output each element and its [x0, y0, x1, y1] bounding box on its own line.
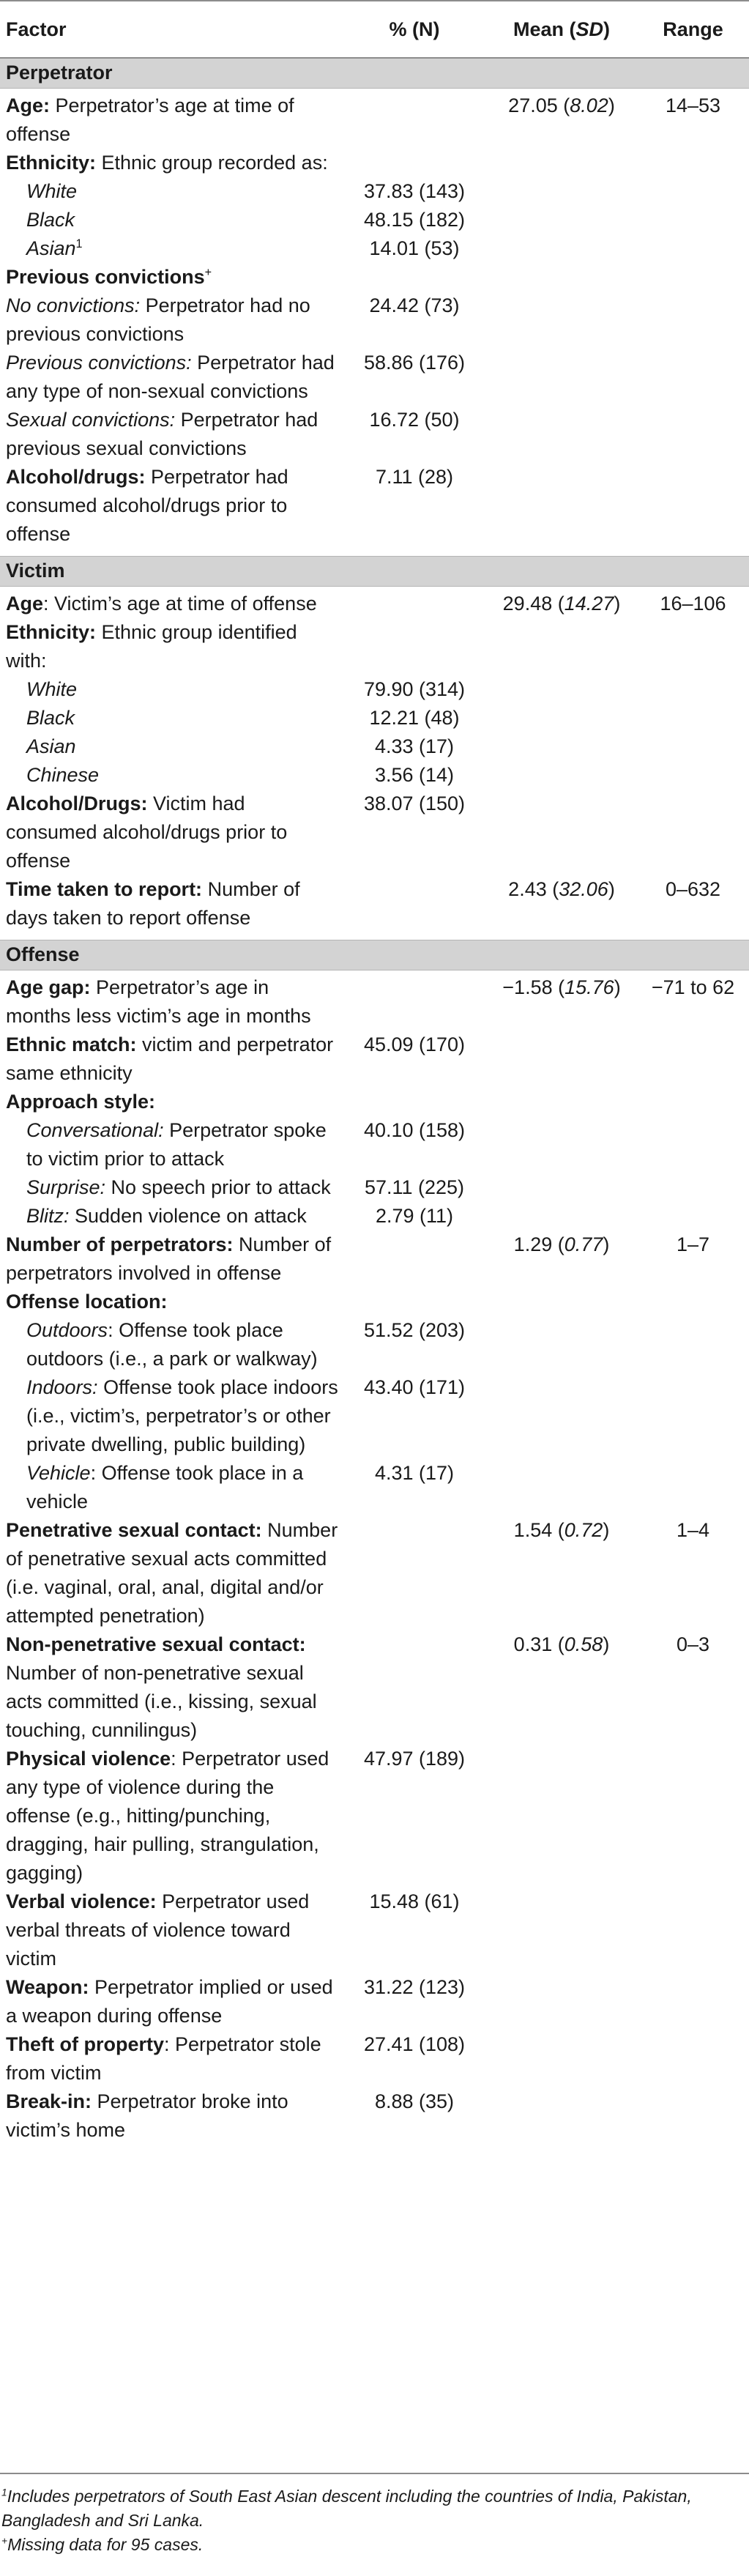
footnote-1	[1, 2484, 741, 2533]
sd-paren-close: )	[608, 878, 615, 900]
header-mean-suffix: )	[603, 18, 611, 40]
section-title: Perpetrator	[0, 58, 749, 89]
factor-cell	[0, 1745, 343, 1888]
factor-cell	[0, 1088, 343, 1116]
footnote-mark: 1	[75, 237, 83, 250]
percent-cell: 2.79 (11)	[375, 1205, 454, 1227]
percent-cell	[343, 149, 486, 177]
factor-description: Offense took place indoors (i.e., victim’s, perpetrator’s or other private dwelling, public building)	[26, 1376, 338, 1455]
sd-paren-open: (	[557, 1633, 564, 1655]
mean-value: −1.58	[502, 976, 553, 998]
factor-description: Victim had consumed alcohol/drugs prior to offense	[6, 793, 288, 872]
mean-cell	[486, 1316, 637, 1373]
factor-description: Perpetrator had previous sexual convictions	[6, 409, 318, 459]
factor-label: Weapon:	[6, 1976, 89, 1998]
factor-label: Non-penetrative sexual contact:	[6, 1633, 306, 1655]
range-cell: 16–106	[660, 593, 726, 615]
table-row	[0, 89, 749, 149]
table-row	[0, 587, 749, 619]
table-row	[0, 292, 749, 349]
factor-description: Number of days taken to report offense	[6, 878, 300, 929]
factor-description: : Offense took place in a vehicle	[26, 1462, 304, 1512]
footnote-2-text: Missing data for 95 cases.	[7, 2535, 204, 2554]
percent-cell: 31.22 (123)	[363, 1976, 466, 1998]
footnote-2-mark: +	[1, 2535, 8, 2547]
range-cell	[637, 1202, 749, 1231]
range-cell	[637, 2030, 749, 2087]
percent-cell: 24.42 (73)	[369, 294, 460, 316]
sd-paren-open: (	[563, 94, 570, 116]
factor-cell	[0, 149, 343, 177]
header-range: Range	[637, 1, 749, 58]
factor-description: Sudden violence on attack	[69, 1205, 307, 1227]
factor-cell	[0, 206, 343, 234]
table-row	[0, 1088, 749, 1116]
sd-paren-close: )	[603, 1519, 610, 1541]
percent-cell: 45.09 (170)	[363, 1033, 466, 1055]
percent-cell: 51.52 (203)	[363, 1319, 466, 1341]
factor-sublabel: Indoors:	[26, 1376, 98, 1398]
factor-cell	[0, 1516, 343, 1630]
sd-value: 8.02	[570, 94, 608, 116]
table-row	[0, 1630, 749, 1745]
range-cell	[637, 463, 749, 557]
factor-cell	[0, 1202, 343, 1231]
sd-paren-open: (	[558, 976, 565, 998]
factor-label: Age:	[6, 94, 50, 116]
percent-cell	[343, 875, 486, 940]
factor-description: Perpetrator’s age in months less victim’s age in months	[6, 976, 311, 1027]
factor-label: Alcohol/drugs:	[6, 466, 146, 488]
factor-label: Break-in:	[6, 2090, 92, 2112]
range-cell: −71 to 62	[651, 976, 735, 998]
sd-value: 0.58	[564, 1633, 603, 1655]
table-row	[0, 1288, 749, 1316]
mean-cell	[486, 587, 637, 619]
table-row	[0, 732, 749, 761]
mean-cell	[486, 790, 637, 875]
header-mean	[486, 1, 637, 58]
table-row	[0, 970, 749, 1031]
range-cell	[637, 1288, 749, 1316]
table-row	[0, 206, 749, 234]
table-row	[0, 1373, 749, 1459]
table-row	[0, 234, 749, 263]
percent-cell: 43.40 (171)	[363, 1376, 466, 1398]
mean-cell	[486, 1373, 637, 1459]
mean-value: 1.54	[513, 1519, 553, 1541]
factor-label: Offense location:	[6, 1291, 168, 1313]
mean-cell	[486, 263, 637, 292]
factor-label: Age gap:	[6, 976, 91, 998]
footnote-2	[1, 2533, 741, 2557]
factor-label: Theft of property	[6, 2033, 164, 2055]
range-cell	[637, 1459, 749, 1516]
table-bottom-rule	[0, 2473, 749, 2474]
sd-paren-open: (	[557, 593, 564, 615]
factor-cell	[0, 463, 343, 557]
mean-cell	[486, 1116, 637, 1173]
table-footnotes	[0, 2484, 741, 2557]
factor-label: Ethnic match:	[6, 1033, 137, 1055]
sd-value: 0.72	[564, 1519, 603, 1541]
mean-cell	[486, 761, 637, 790]
percent-cell	[343, 587, 486, 619]
mean-value: 1.29	[513, 1233, 553, 1255]
factor-label: Penetrative sexual contact:	[6, 1519, 262, 1541]
factor-cell	[0, 790, 343, 875]
sd-paren-open: (	[552, 878, 559, 900]
range-cell	[637, 732, 749, 761]
header-factor: Factor	[0, 1, 343, 58]
factor-description: Number of non-penetrative sexual acts committed (i.e., kissing, sexual touching, cunnilingus)	[6, 1662, 317, 1741]
factor-label: Ethnicity:	[6, 621, 97, 643]
header-mean-sd: SD	[575, 18, 604, 40]
factor-sublabel: Black	[26, 209, 75, 231]
mean-cell	[486, 1630, 637, 1745]
factor-description: Perpetrator had no previous convictions	[6, 294, 310, 345]
table-row	[0, 349, 749, 406]
range-cell	[637, 1088, 749, 1116]
factor-cell	[0, 1630, 343, 1745]
mean-cell	[486, 349, 637, 406]
percent-cell	[343, 1231, 486, 1288]
percent-cell: 14.01 (53)	[369, 237, 460, 259]
range-cell	[637, 149, 749, 177]
table-row	[0, 675, 749, 704]
factor-cell	[0, 2087, 343, 2152]
table-row	[0, 263, 749, 292]
range-cell	[637, 2087, 749, 2152]
percent-cell: 4.33 (17)	[374, 735, 455, 757]
table-row	[0, 1173, 749, 1202]
percent-cell	[343, 1088, 486, 1116]
percent-cell: 79.90 (314)	[363, 678, 466, 700]
mean-cell	[486, 1088, 637, 1116]
table-row	[0, 875, 749, 940]
range-cell	[637, 263, 749, 292]
factor-sublabel: Asian	[26, 735, 76, 757]
range-cell	[637, 406, 749, 463]
factor-label: Sexual convictions:	[6, 409, 176, 431]
mean-cell	[486, 206, 637, 234]
table-row	[0, 406, 749, 463]
range-cell: 0–3	[676, 1633, 710, 1655]
section-title: Victim	[0, 557, 749, 587]
sd-paren-close: )	[603, 1633, 610, 1655]
percent-cell: 38.07 (150)	[363, 793, 466, 814]
range-cell	[637, 1745, 749, 1888]
mean-cell	[486, 149, 637, 177]
percent-cell: 47.97 (189)	[363, 1748, 466, 1770]
mean-cell	[486, 970, 637, 1031]
sd-value: 0.77	[564, 1233, 603, 1255]
factor-sublabel: Black	[26, 707, 75, 729]
factor-label: Age	[6, 593, 44, 615]
factor-description: : Perpetrator stole from victim	[6, 2033, 321, 2084]
factor-cell	[0, 2030, 343, 2087]
percent-cell: 7.11 (28)	[375, 466, 454, 488]
factor-sublabel: Vehicle	[26, 1462, 91, 1484]
percent-cell: 12.21 (48)	[369, 707, 460, 729]
range-cell	[637, 234, 749, 263]
mean-cell	[486, 292, 637, 349]
factor-cell	[0, 349, 343, 406]
factor-cell	[0, 292, 343, 349]
mean-cell	[486, 2030, 637, 2087]
factor-cell	[0, 587, 343, 619]
factor-cell	[0, 234, 343, 263]
table-row	[0, 704, 749, 732]
sd-value: 32.06	[559, 878, 608, 900]
percent-cell	[343, 89, 486, 149]
factor-cell	[0, 1459, 343, 1516]
factor-sublabel: White	[26, 180, 78, 202]
mean-value: 2.43	[508, 878, 547, 900]
percent-cell: 16.72 (50)	[369, 409, 460, 431]
sd-paren-open: (	[557, 1519, 564, 1541]
percent-cell: 48.15 (182)	[363, 209, 466, 231]
table-row	[0, 1973, 749, 2030]
factor-cell	[0, 1316, 343, 1373]
factor-cell	[0, 618, 343, 675]
factor-description: Perpetrator broke into victim’s home	[6, 2090, 288, 2141]
range-cell	[637, 177, 749, 206]
footnote-1-text: Includes perpetrators of South East Asian descent including the countries of India, Pakistan, Bangladesh and Sri Lanka.	[1, 2487, 692, 2530]
mean-cell	[486, 89, 637, 149]
table-row	[0, 1031, 749, 1088]
range-cell	[637, 1973, 749, 2030]
factor-sublabel: Asian	[26, 237, 76, 259]
factor-label: Previous convictions	[6, 266, 205, 288]
mean-cell	[486, 1973, 637, 2030]
factor-description: Number of penetrative sexual acts committed (i.e. vaginal, oral, anal, digital and/or attempted penetration)	[6, 1519, 338, 1627]
mean-cell	[486, 1888, 637, 1973]
range-cell	[637, 1173, 749, 1202]
factor-cell	[0, 875, 343, 940]
percent-cell: 37.83 (143)	[363, 180, 466, 202]
range-cell: 0–632	[665, 878, 721, 900]
factor-label: Number of perpetrators:	[6, 1233, 234, 1255]
factor-description: No speech prior to attack	[105, 1176, 331, 1198]
footnote-mark: +	[204, 266, 212, 279]
percent-cell	[343, 1630, 486, 1745]
factor-description: : Offense took place outdoors (i.e., a park or walkway)	[26, 1319, 318, 1370]
factor-description: Ethnic group recorded as:	[96, 152, 328, 174]
mean-cell	[486, 875, 637, 940]
mean-cell	[486, 463, 637, 557]
factor-description: : Perpetrator used any type of violence during the offense (e.g., hitting/punching, dragging, hair pulling, strangulation, gagging)	[6, 1748, 329, 1884]
mean-cell	[486, 234, 637, 263]
factor-label: Time taken to report:	[6, 878, 203, 900]
range-cell: 1–4	[676, 1519, 710, 1541]
factor-label: Approach style:	[6, 1091, 156, 1113]
sd-value: 14.27	[564, 593, 614, 615]
percent-cell: 57.11 (225)	[364, 1176, 465, 1198]
mean-cell	[486, 1231, 637, 1288]
mean-cell	[486, 1516, 637, 1630]
factor-cell	[0, 263, 343, 292]
factor-cell	[0, 89, 343, 149]
table-row	[0, 790, 749, 875]
percent-cell	[343, 1288, 486, 1316]
factor-sublabel: Surprise:	[26, 1176, 106, 1198]
table-row	[0, 177, 749, 206]
percent-cell	[343, 618, 486, 675]
footnote-1-mark: 1	[1, 2487, 7, 2498]
section-title: Offense	[0, 940, 749, 970]
table-row	[0, 463, 749, 557]
percent-cell	[343, 263, 486, 292]
percent-cell: 15.48 (61)	[369, 1890, 460, 1912]
factor-sublabel: Outdoors	[26, 1319, 108, 1341]
mean-cell	[486, 406, 637, 463]
factor-label: Verbal violence:	[6, 1890, 157, 1912]
factor-cell	[0, 1173, 343, 1202]
mean-cell	[486, 732, 637, 761]
factor-cell	[0, 1116, 343, 1173]
factor-cell	[0, 704, 343, 732]
range-cell	[637, 292, 749, 349]
section-row	[0, 940, 749, 970]
table-row	[0, 1231, 749, 1288]
factor-description: Perpetrator spoke to victim prior to attack	[26, 1119, 327, 1170]
percent-cell: 40.10 (158)	[363, 1119, 466, 1141]
factor-sublabel: Chinese	[26, 764, 100, 786]
range-cell	[637, 790, 749, 875]
factor-description: Ethnic group identified with:	[6, 621, 297, 672]
factor-cell	[0, 177, 343, 206]
table-row	[0, 2030, 749, 2087]
mean-cell	[486, 1173, 637, 1202]
range-cell	[637, 1373, 749, 1459]
mean-cell	[486, 618, 637, 675]
sd-paren-close: )	[614, 976, 621, 998]
table-row	[0, 1316, 749, 1373]
factor-cell	[0, 1288, 343, 1316]
range-cell	[637, 704, 749, 732]
mean-cell	[486, 1202, 637, 1231]
mean-cell	[486, 1745, 637, 1888]
table-row	[0, 1202, 749, 1231]
range-cell	[637, 349, 749, 406]
factor-cell	[0, 675, 343, 704]
header-pct: % (N)	[343, 1, 486, 58]
factor-description: Perpetrator implied or used a weapon during offense	[6, 1976, 333, 2027]
range-cell	[637, 1116, 749, 1173]
factor-cell	[0, 970, 343, 1031]
sd-value: 15.76	[564, 976, 614, 998]
percent-cell: 27.41 (108)	[363, 2033, 466, 2055]
mean-cell	[486, 1288, 637, 1316]
factor-cell	[0, 1373, 343, 1459]
factor-label: Previous convictions:	[6, 352, 192, 374]
range-cell: 14–53	[665, 94, 721, 116]
section-row	[0, 557, 749, 587]
factor-cell	[0, 406, 343, 463]
sd-paren-close: )	[603, 1233, 610, 1255]
factor-cell	[0, 732, 343, 761]
mean-cell	[486, 1459, 637, 1516]
mean-cell	[486, 675, 637, 704]
mean-value: 29.48	[502, 593, 553, 615]
range-cell	[637, 1031, 749, 1088]
percent-cell: 4.31 (17)	[374, 1462, 455, 1484]
factor-cell	[0, 1031, 343, 1088]
factor-description: victim and perpetrator same ethnicity	[6, 1033, 334, 1084]
table-row	[0, 1888, 749, 1973]
sd-paren-close: )	[608, 94, 615, 116]
factor-sublabel: Blitz:	[26, 1205, 70, 1227]
mean-value: 0.31	[513, 1633, 553, 1655]
percent-cell: 8.88 (35)	[374, 2090, 455, 2112]
table-row	[0, 761, 749, 790]
mean-cell	[486, 1031, 637, 1088]
mean-cell	[486, 704, 637, 732]
percent-cell	[343, 970, 486, 1031]
range-cell	[637, 1316, 749, 1373]
header-mean-prefix: Mean (	[513, 18, 576, 40]
factor-label: Alcohol/Drugs:	[6, 793, 148, 814]
table-row	[0, 149, 749, 177]
factor-cell	[0, 761, 343, 790]
factor-cell	[0, 1888, 343, 1973]
range-cell	[637, 618, 749, 675]
mean-cell	[486, 177, 637, 206]
factor-description: Perpetrator used verbal threats of violence toward victim	[6, 1890, 310, 1970]
range-cell: 1–7	[676, 1233, 710, 1255]
factor-description: Perpetrator had consumed alcohol/drugs prior to offense	[6, 466, 288, 545]
table-row	[0, 1459, 749, 1516]
sd-paren-open: (	[557, 1233, 564, 1255]
range-cell	[637, 1888, 749, 1973]
range-cell	[637, 761, 749, 790]
percent-cell	[343, 1516, 486, 1630]
table-row	[0, 618, 749, 675]
table-row	[0, 2087, 749, 2152]
range-cell	[637, 675, 749, 704]
table-body	[0, 58, 749, 2152]
factor-description: Number of perpetrators involved in offense	[6, 1233, 332, 1284]
factor-description: : Victim’s age at time of offense	[43, 593, 317, 615]
factor-sublabel: White	[26, 678, 78, 700]
range-cell	[637, 206, 749, 234]
factor-cell	[0, 1231, 343, 1288]
mean-cell	[486, 2087, 637, 2152]
table-row	[0, 1745, 749, 1888]
factor-cell	[0, 1973, 343, 2030]
table-row	[0, 1516, 749, 1630]
percent-cell: 3.56 (14)	[374, 764, 455, 786]
table-row	[0, 1116, 749, 1173]
factor-label: Ethnicity:	[6, 152, 97, 174]
factor-description: Perpetrator’s age at time of offense	[6, 94, 294, 145]
percent-cell: 58.86 (176)	[363, 352, 466, 374]
factor-label: Physical violence	[6, 1748, 171, 1770]
mean-value: 27.05	[508, 94, 558, 116]
factor-label: No convictions:	[6, 294, 141, 316]
section-row	[0, 58, 749, 89]
table-header-row	[0, 1, 749, 58]
sd-paren-close: )	[614, 593, 621, 615]
factor-sublabel: Conversational:	[26, 1119, 164, 1141]
factor-description: Perpetrator had any type of non-sexual convictions	[6, 352, 335, 402]
